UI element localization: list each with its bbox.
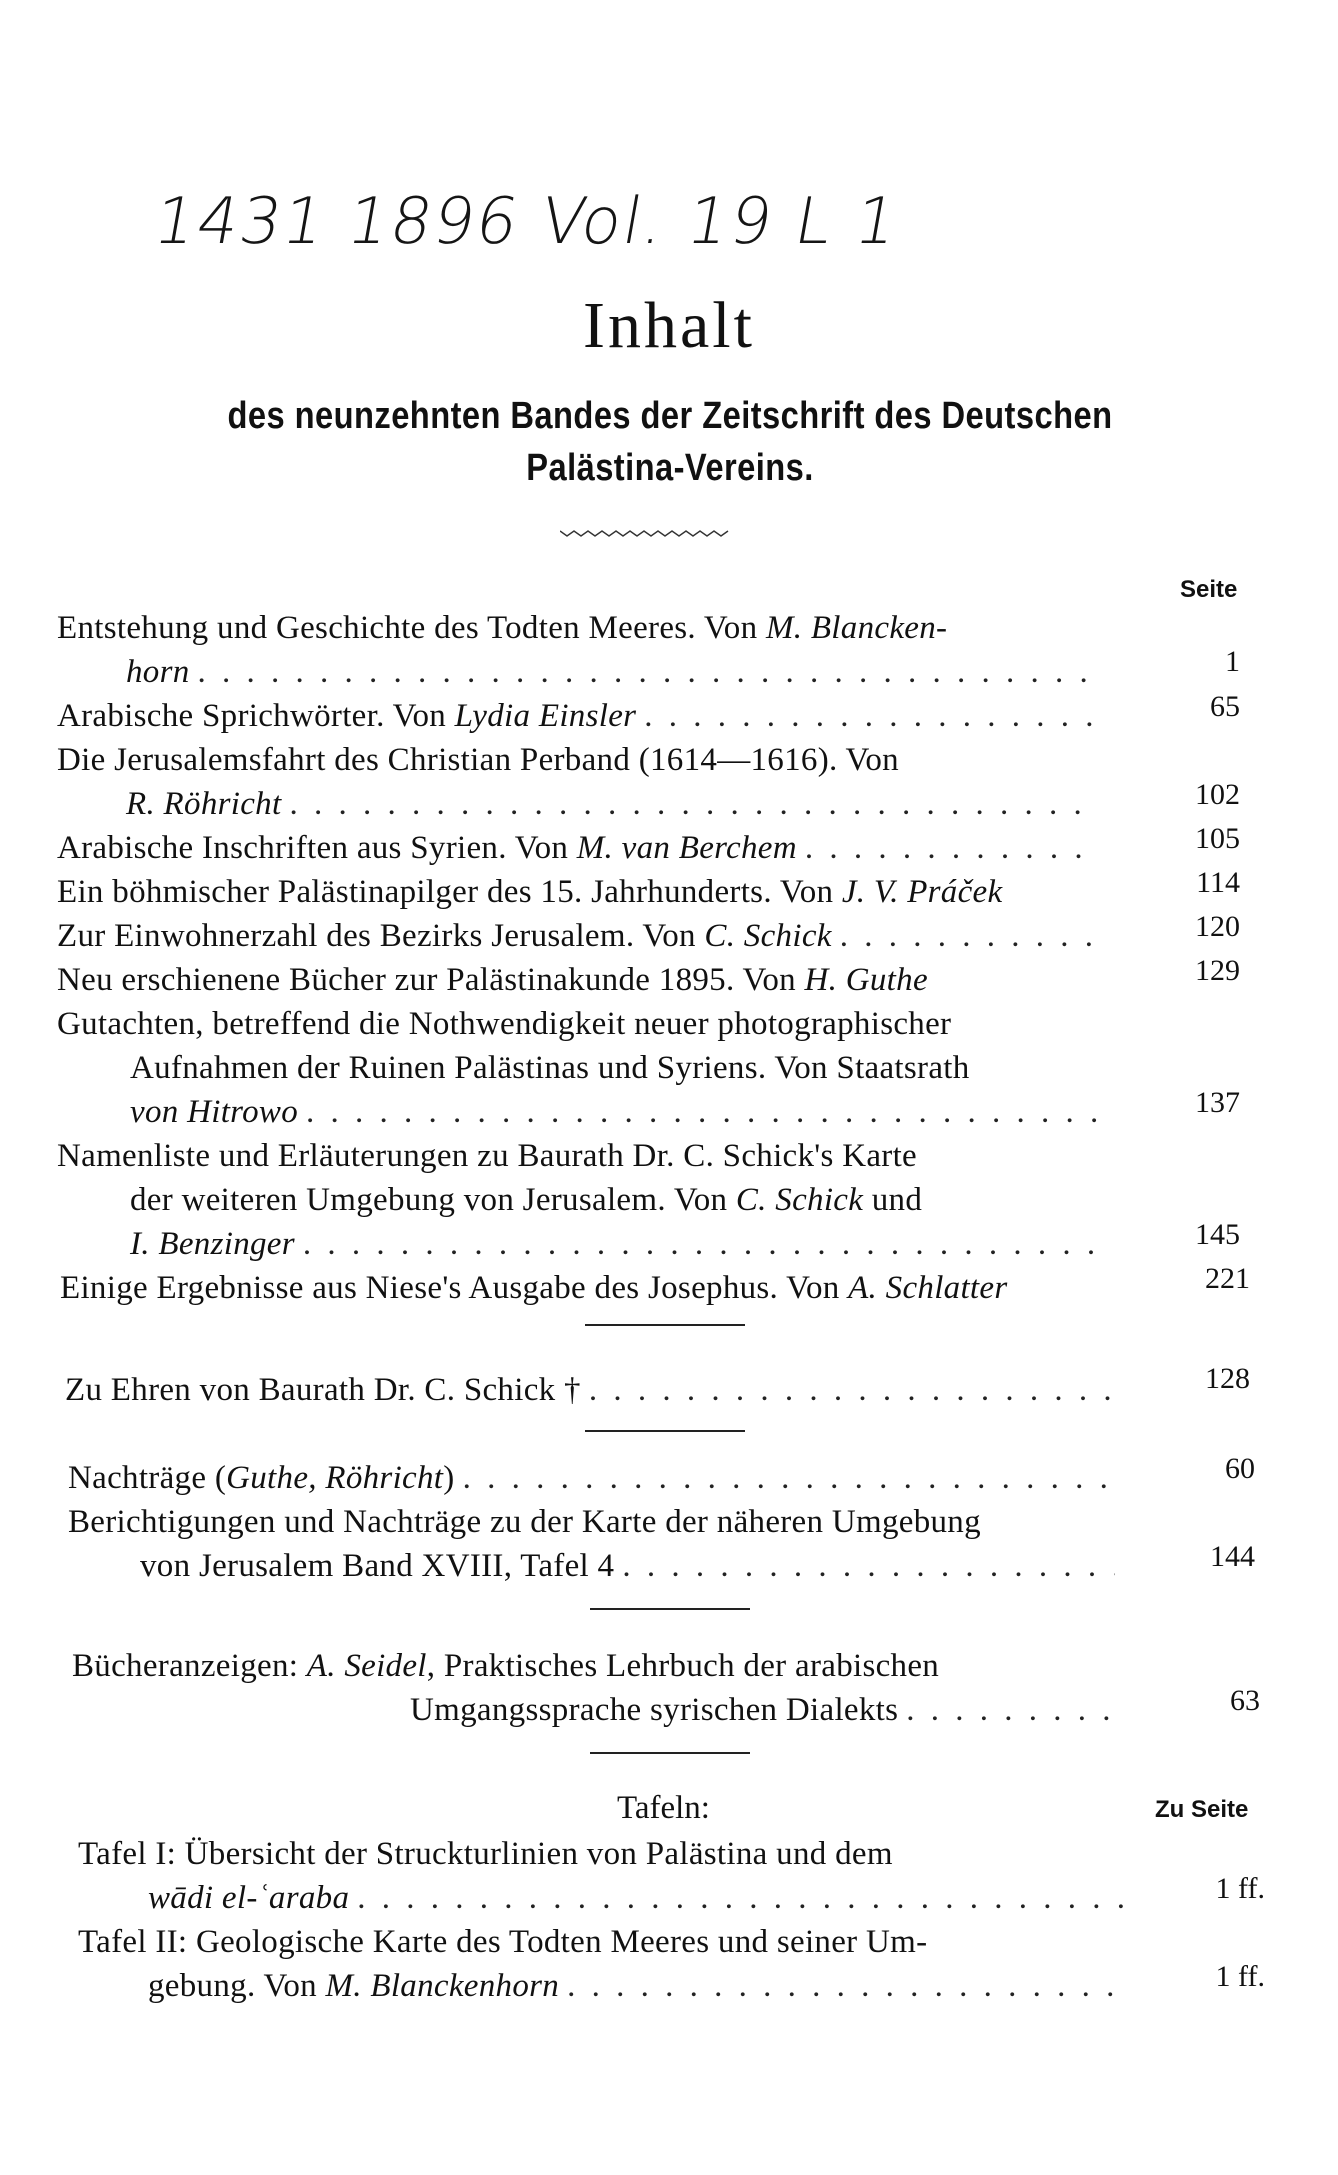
toc-entry-7: Neu erschienene Bücher zur Palästinakunde 1895. Von H. Guthe (57, 962, 928, 998)
toc-entry-3-line-2: R. Röhricht . . . (126, 786, 1106, 823)
toc-entry-9-line-3: I. Benzinger . . . (130, 1226, 1110, 1263)
toc-entry-10-page: 221 (1205, 1262, 1250, 1295)
page-column-header: Seite (1180, 576, 1238, 603)
plate-1-line-1: Tafel I: Übersicht der Struckturlinien von Palästina und dem (78, 1836, 893, 1872)
toc-entry-1-line-2: horn . . . (126, 654, 1106, 691)
review-entry-line-2: Umgangssprache syrischen Dialekts . . . (410, 1692, 1130, 1729)
toc-entry-10: Einige Ergebnisse aus Niese's Ausgabe des Josephus. Von A. Schlatter (60, 1270, 1008, 1306)
toc-entry-1-line-1: Entstehung und Geschichte des Todten Meeres. Von M. Blancken- (57, 610, 948, 646)
supplement-entry-2-page: 144 (1210, 1540, 1255, 1573)
toc-entry-3-page: 102 (1195, 778, 1240, 811)
memorial-entry: Zu Ehren von Baurath Dr. C. Schick † . . . (65, 1372, 1125, 1409)
supplement-entry-2-line-2: von Jerusalem Band XVIII, Tafel 4 . . . (140, 1548, 1125, 1585)
section-divider-4 (590, 1752, 750, 1754)
toc-entry-9-page: 145 (1195, 1218, 1240, 1251)
toc-entry-2-page: 65 (1210, 690, 1240, 723)
toc-entry-8-line-3: von Hitrowo . . . (130, 1094, 1110, 1131)
supplement-entry-1-page: 60 (1225, 1452, 1255, 1485)
toc-entry-5: Ein böhmischer Palästinapilger des 15. Jahrhunderts. Von J. V. Práček (57, 874, 1003, 910)
review-entry-line-1: Bücheranzeigen: A. Seidel, Praktisches Lehrbuch der arabischen (72, 1648, 940, 1684)
toc-entry-4-page: 105 (1195, 822, 1240, 855)
plate-2-page: 1 ff. (1215, 1960, 1265, 1993)
plate-2-line-1: Tafel II: Geologische Karte des Todten Meeres und seiner Um- (78, 1924, 928, 1960)
toc-entry-8-line-1: Gutachten, betreffend die Nothwendigkeit neuer photographischer (57, 1006, 952, 1042)
section-divider-1 (585, 1324, 745, 1326)
memorial-page: 128 (1205, 1362, 1250, 1395)
toc-entry-5-page: 114 (1196, 866, 1240, 899)
toc-entry-6-page: 120 (1195, 910, 1240, 943)
plate-1-page: 1 ff. (1215, 1872, 1265, 1905)
toc-entry-9-line-1: Namenliste und Erläuterungen zu Baurath Dr. C. Schick's Karte (57, 1138, 918, 1174)
review-entry-page: 63 (1230, 1684, 1260, 1717)
supplement-entry-1: Nachträge (Guthe, Röhricht) . . . (68, 1460, 1128, 1497)
subtitle-line-1: des neunzehnten Bandes der Zeitschrift des Deutschen (227, 395, 1113, 437)
handwritten-shelfmark: 1431 1896 Vol. 19 L 1 (148, 185, 905, 259)
toc-entry-4: Arabische Inschriften aus Syrien. Von M. van Berchem . . . (57, 830, 1107, 867)
toc-entry-7-page: 129 (1195, 954, 1240, 987)
plate-1-line-2: wādi el-ʿaraba . . . (148, 1880, 1133, 1917)
toc-entry-1-page: 1 (1225, 645, 1240, 678)
plate-2-line-2: gebung. Von M. Blanckenhorn . . . (148, 1968, 1133, 2005)
section-divider-2 (585, 1430, 745, 1432)
plates-column-header: Zu Seite (1155, 1796, 1249, 1823)
dagger-icon: † (564, 1372, 581, 1408)
supplement-entry-2-line-1: Berichtigungen und Nachträge zu der Karte der näheren Umgebung (68, 1504, 981, 1540)
page-title: Inhalt (583, 289, 755, 362)
toc-entry-6: Zur Einwohnerzahl des Bezirks Jerusalem. Von C. Schick . . . (57, 918, 1107, 955)
toc-entry-9-line-2: der weiteren Umgebung von Jerusalem. Von C. Schick und (130, 1182, 923, 1218)
toc-entry-3-line-1: Die Jerusalemsfahrt des Christian Perband (1614—1616). Von (57, 742, 899, 778)
toc-entry-8-page: 137 (1195, 1086, 1240, 1119)
toc-entry-8-line-2: Aufnahmen der Ruinen Palästinas und Syriens. Von Staatsrath (130, 1050, 970, 1086)
plates-heading: Tafeln: (617, 1790, 710, 1826)
subtitle-line-2: Palästina-Vereins. (526, 447, 814, 489)
toc-entry-2: Arabische Sprichwörter. Von Lydia Einsler . . . (57, 698, 1107, 735)
section-divider-3 (590, 1608, 750, 1610)
